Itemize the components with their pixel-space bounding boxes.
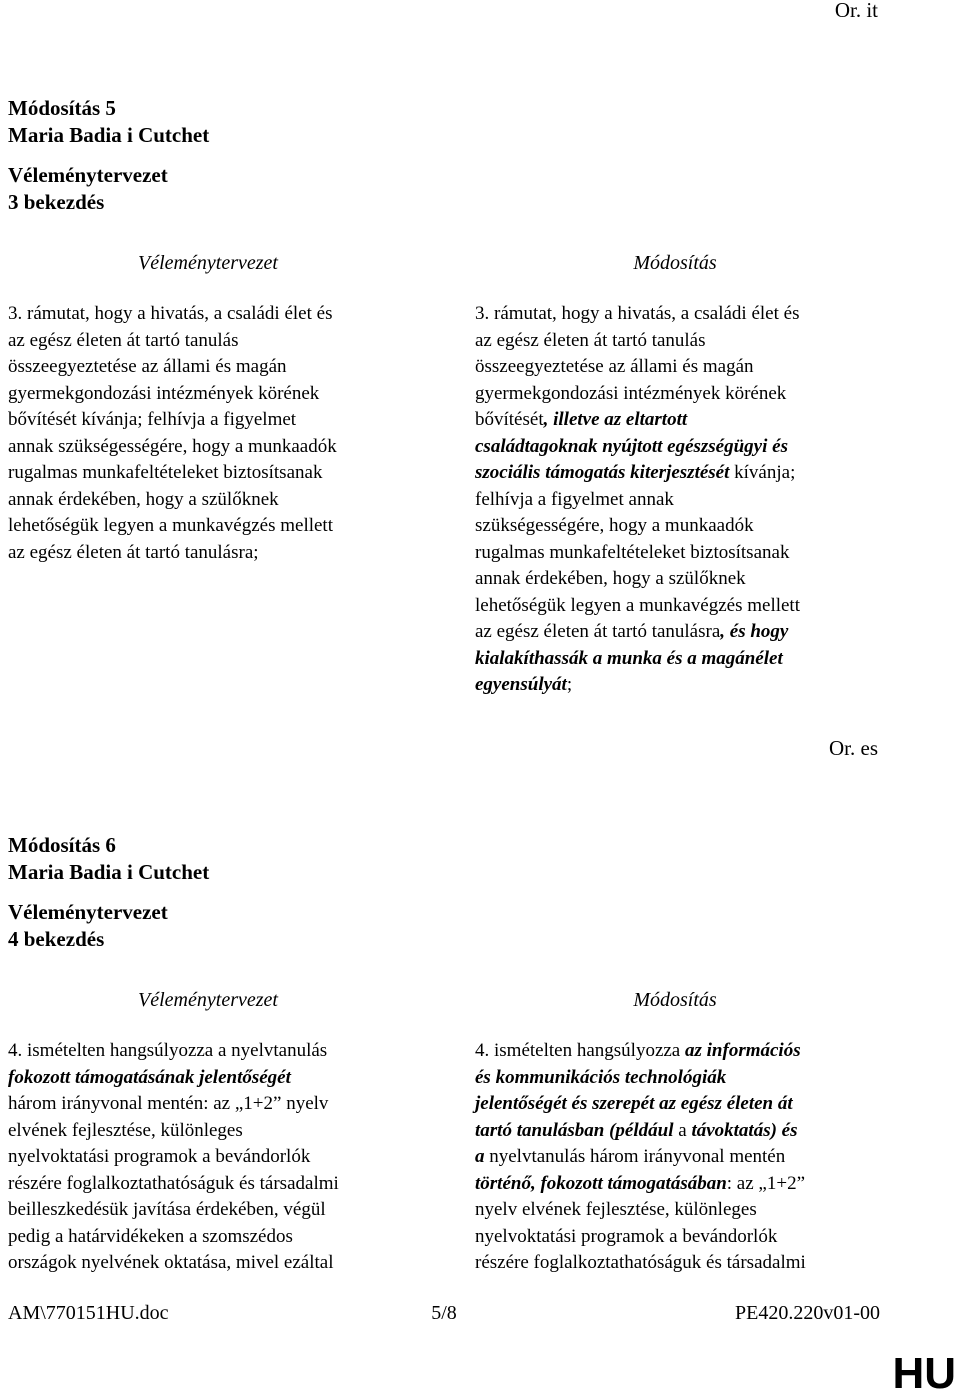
text-segment: pedig a határvidékeken a szomszédos [8,1225,293,1247]
text-segment: nyelv elvének fejlesztése, különleges [475,1199,757,1220]
text-line [8,1197,413,1224]
changed-text: egyensúlyát [475,674,567,695]
changed-text: távoktatás) és [691,1119,798,1141]
amendment-number: Módosítás 6 [8,833,116,857]
amended-document: Véleménytervezet [8,900,168,924]
document-reference: AM\770151HU.doc [8,1302,169,1324]
text-line: bővítését kívánja; felhívja a figyelmet [8,409,297,430]
text-segment: országok nyelvének oktatása, mivel ezáltal [8,1252,334,1273]
text-line [8,1224,413,1251]
text-line [475,1091,880,1118]
text-line [475,407,880,434]
text-segment: részére foglalkoztathatóságuk és társadalmi [8,1172,339,1194]
amendment-text [475,1038,880,1277]
changed-text: a [475,1146,485,1167]
text-line: annak érdekében, hogy a szülőknek [8,488,279,510]
text-line [475,566,880,593]
text-segment: rugalmas munkafeltételeket biztosítsanak [475,541,790,563]
text-line: annak szükségességére, hogy a munkaadók [8,435,337,457]
text-line: összeegyeztetése az állami és magán [8,356,287,377]
text-line [475,328,880,355]
amendment-text [475,301,880,699]
text-line: gyermekgondozási intézmények körének [8,382,320,404]
text-line [475,672,880,699]
text-line [475,619,880,646]
changed-text: történő, fokozott támogatásában [475,1172,727,1194]
text-segment: az egész életen át tartó tanulásra [475,621,721,642]
changed-text: az információs [685,1040,801,1061]
text-line [475,593,880,620]
text-line [475,513,880,540]
text-segment: nyelvoktatási programok a bevándorlók [8,1146,311,1167]
page-number: 5/8 [431,1302,457,1324]
text-line [475,1171,880,1198]
text-line [8,1118,413,1145]
text-line: rugalmas munkafeltételeket biztosítsanak [8,462,323,483]
changed-text: jelentőségét és szerepét az egész életen át [475,1093,793,1114]
draft-opinion-column-title: Véleménytervezet [138,252,278,274]
pe-reference: PE420.220v01-00 [735,1302,880,1324]
amendment-column-title: Módosítás [633,252,717,274]
changed-text: kialakíthassák a munka és a magánélet [475,647,783,669]
text-line [475,1065,880,1092]
text-line [8,1171,413,1198]
amendment-author: Maria Badia i Cutchet [8,122,210,147]
changed-text: fokozott támogatásának jelentőségét [8,1066,291,1088]
text-line [8,1250,413,1277]
draft-opinion-text [8,1038,413,1277]
text-segment: kívánja; [729,462,796,483]
original-language-label: Or. it [834,0,878,22]
text-segment: az egész életen át tartó tanulás [475,329,706,351]
draft-opinion-text [8,301,413,566]
text-segment: a [673,1119,692,1141]
text-segment: összeegyeztetése az állami és magán [475,356,754,377]
amendment-author: Maria Badia i Cutchet [8,859,210,884]
text-segment: részére foglalkoztathatóságuk és társadalmi [475,1252,806,1273]
draft-opinion-column-title: Véleménytervezet [138,989,278,1011]
text-segment: nyelvtanulás három irányvonal mentén [484,1146,786,1167]
text-segment: : az „1+2” [726,1172,806,1194]
text-line [475,1224,880,1251]
changed-text: , és hogy [720,621,789,642]
text-line [475,1250,880,1277]
text-line: az egész életen át tartó tanulás [8,329,239,351]
text-segment: felhívja a figyelmet annak [475,488,674,510]
amendment-number: Módosítás 5 [8,96,116,120]
language-badge: HU [892,1349,956,1398]
text-line [8,1065,413,1092]
text-segment: annak érdekében, hogy a szülőknek [475,568,746,589]
text-line [475,1197,880,1224]
text-line [8,1038,413,1065]
text-segment: 3. rámutat, hogy a hivatás, a családi élet és [475,303,800,324]
text-line [475,354,880,381]
text-segment: 4. ismételten hangsúlyozza a nyelvtanulás [8,1040,328,1061]
changed-text: szociális támogatás kiterjesztését [475,462,730,483]
text-line [8,1144,413,1171]
text-segment: gyermekgondozási intézmények körének [475,382,787,404]
text-segment: nyelvoktatási programok a bevándorlók [475,1225,778,1247]
text-segment: bővítését [475,409,544,430]
text-line [475,301,880,328]
text-segment: 4. ismételten hangsúlyozza [475,1040,685,1061]
original-language-label: Or. es [829,736,878,760]
text-line [8,1091,413,1118]
text-line [475,540,880,567]
changed-text: tartó tanulásban (például [475,1119,674,1141]
text-segment: ; [566,674,573,695]
text-line [475,460,880,487]
amendment-6-heading [8,832,209,952]
amended-document: Véleménytervezet [8,163,168,187]
text-line: 3. rámutat, hogy a hivatás, a családi élet és [8,303,333,324]
text-segment: három irányvonal mentén: az „1+2” nyelv [8,1093,329,1114]
text-line [475,381,880,408]
changed-text: családtagoknak nyújtott egészségügyi és [475,435,788,457]
text-segment: beilleszkedésük javítása érdekében, végül [8,1199,326,1220]
text-line [475,1118,880,1145]
text-line: az egész életen át tartó tanulásra; [8,541,259,563]
changed-text: , illetve az eltartott [543,409,688,430]
amendment-5-heading [8,95,209,215]
text-segment: lehetőségük legyen a munkavégzés mellett [475,594,800,616]
amendment-column-title: Módosítás [633,989,717,1011]
text-line [475,1144,880,1171]
text-line: lehetőségük legyen a munkavégzés mellett [8,515,333,536]
text-segment: szükségességére, hogy a munkaadók [475,515,754,536]
text-segment: elvének fejlesztése, különleges [8,1119,243,1141]
text-line [475,646,880,673]
text-line [475,487,880,514]
amended-paragraph: 3 bekezdés [8,189,105,214]
text-line [475,1038,880,1065]
changed-text: és kommunikációs technológiák [475,1066,727,1088]
text-line [475,434,880,461]
amended-paragraph: 4 bekezdés [8,926,105,951]
